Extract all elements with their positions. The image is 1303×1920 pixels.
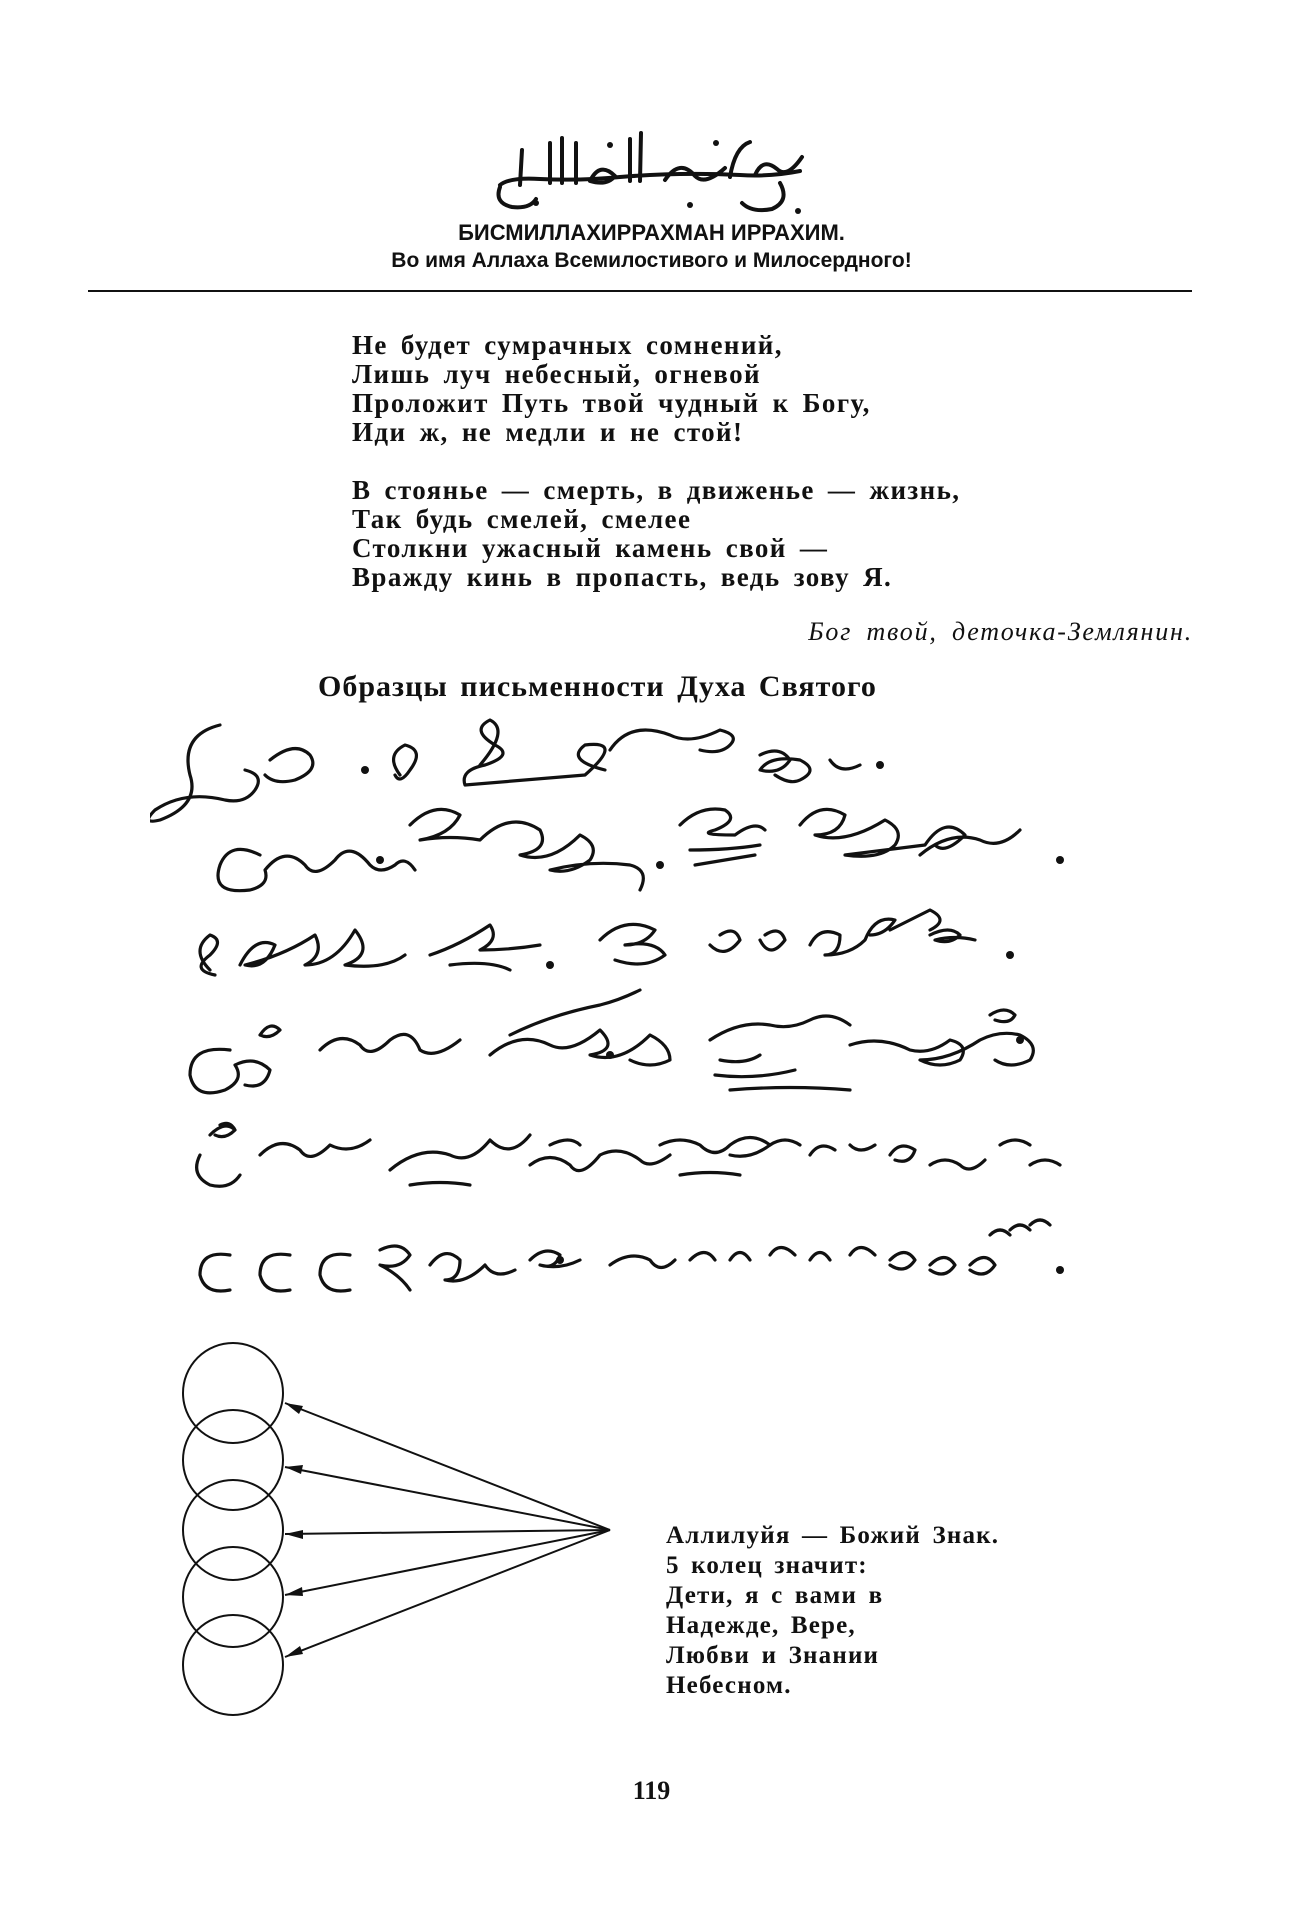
- caption-line: Любви и Знании: [666, 1642, 880, 1669]
- caption-line: Надежде, Вере,: [666, 1612, 856, 1639]
- poem-line: Иди ж, не медли и не стой!: [352, 417, 744, 447]
- poem-stanza-2: [352, 476, 960, 592]
- ring-4: [183, 1547, 283, 1647]
- ring-5: [183, 1615, 283, 1715]
- handwritten-script-samples: [150, 715, 1180, 1315]
- poem-stanza-1: [352, 331, 960, 447]
- poem-line: Так будь смелей, смелее: [352, 504, 692, 534]
- poem-line: Лишь луч небесный, огневой: [352, 359, 761, 389]
- bismillah-transliteration: БИСМИЛЛАХИРРАХМАН ИРРАХИМ.: [458, 220, 845, 245]
- poem: [352, 331, 960, 621]
- ring-1: [183, 1343, 283, 1443]
- caption-line: Небесном.: [666, 1672, 792, 1699]
- caption-line: 5 колец значит:: [666, 1552, 868, 1579]
- ring-3: [183, 1480, 283, 1580]
- five-rings-diagram: [160, 1335, 620, 1735]
- poem-line: В стоянье — смерть, в движенье — жизнь,: [352, 475, 961, 505]
- poem-line: Проложит Путь твой чудный к Богу,: [352, 388, 871, 418]
- bismillah-calligraphy: [480, 125, 820, 220]
- rings-caption: [666, 1521, 999, 1701]
- section-title: Образцы письменности Духа Святого: [318, 670, 877, 703]
- header-divider: [88, 290, 1192, 292]
- poem-signature: Бог твой, деточка-Землянин.: [808, 617, 1193, 646]
- poem-line: Столкни ужасный камень свой —: [352, 533, 829, 563]
- caption-line: Аллилуйя — Божий Знак.: [666, 1522, 1000, 1549]
- caption-line: Дети, я с вами в: [666, 1582, 884, 1609]
- bismillah-translation: Во имя Аллаха Всемилостивого и Милосердного!: [391, 249, 912, 272]
- poem-line: Вражду кинь в пропасть, ведь зову Я.: [352, 562, 893, 592]
- page-number: 119: [632, 1776, 671, 1805]
- poem-line: Не будет сумрачных сомнений,: [352, 330, 783, 360]
